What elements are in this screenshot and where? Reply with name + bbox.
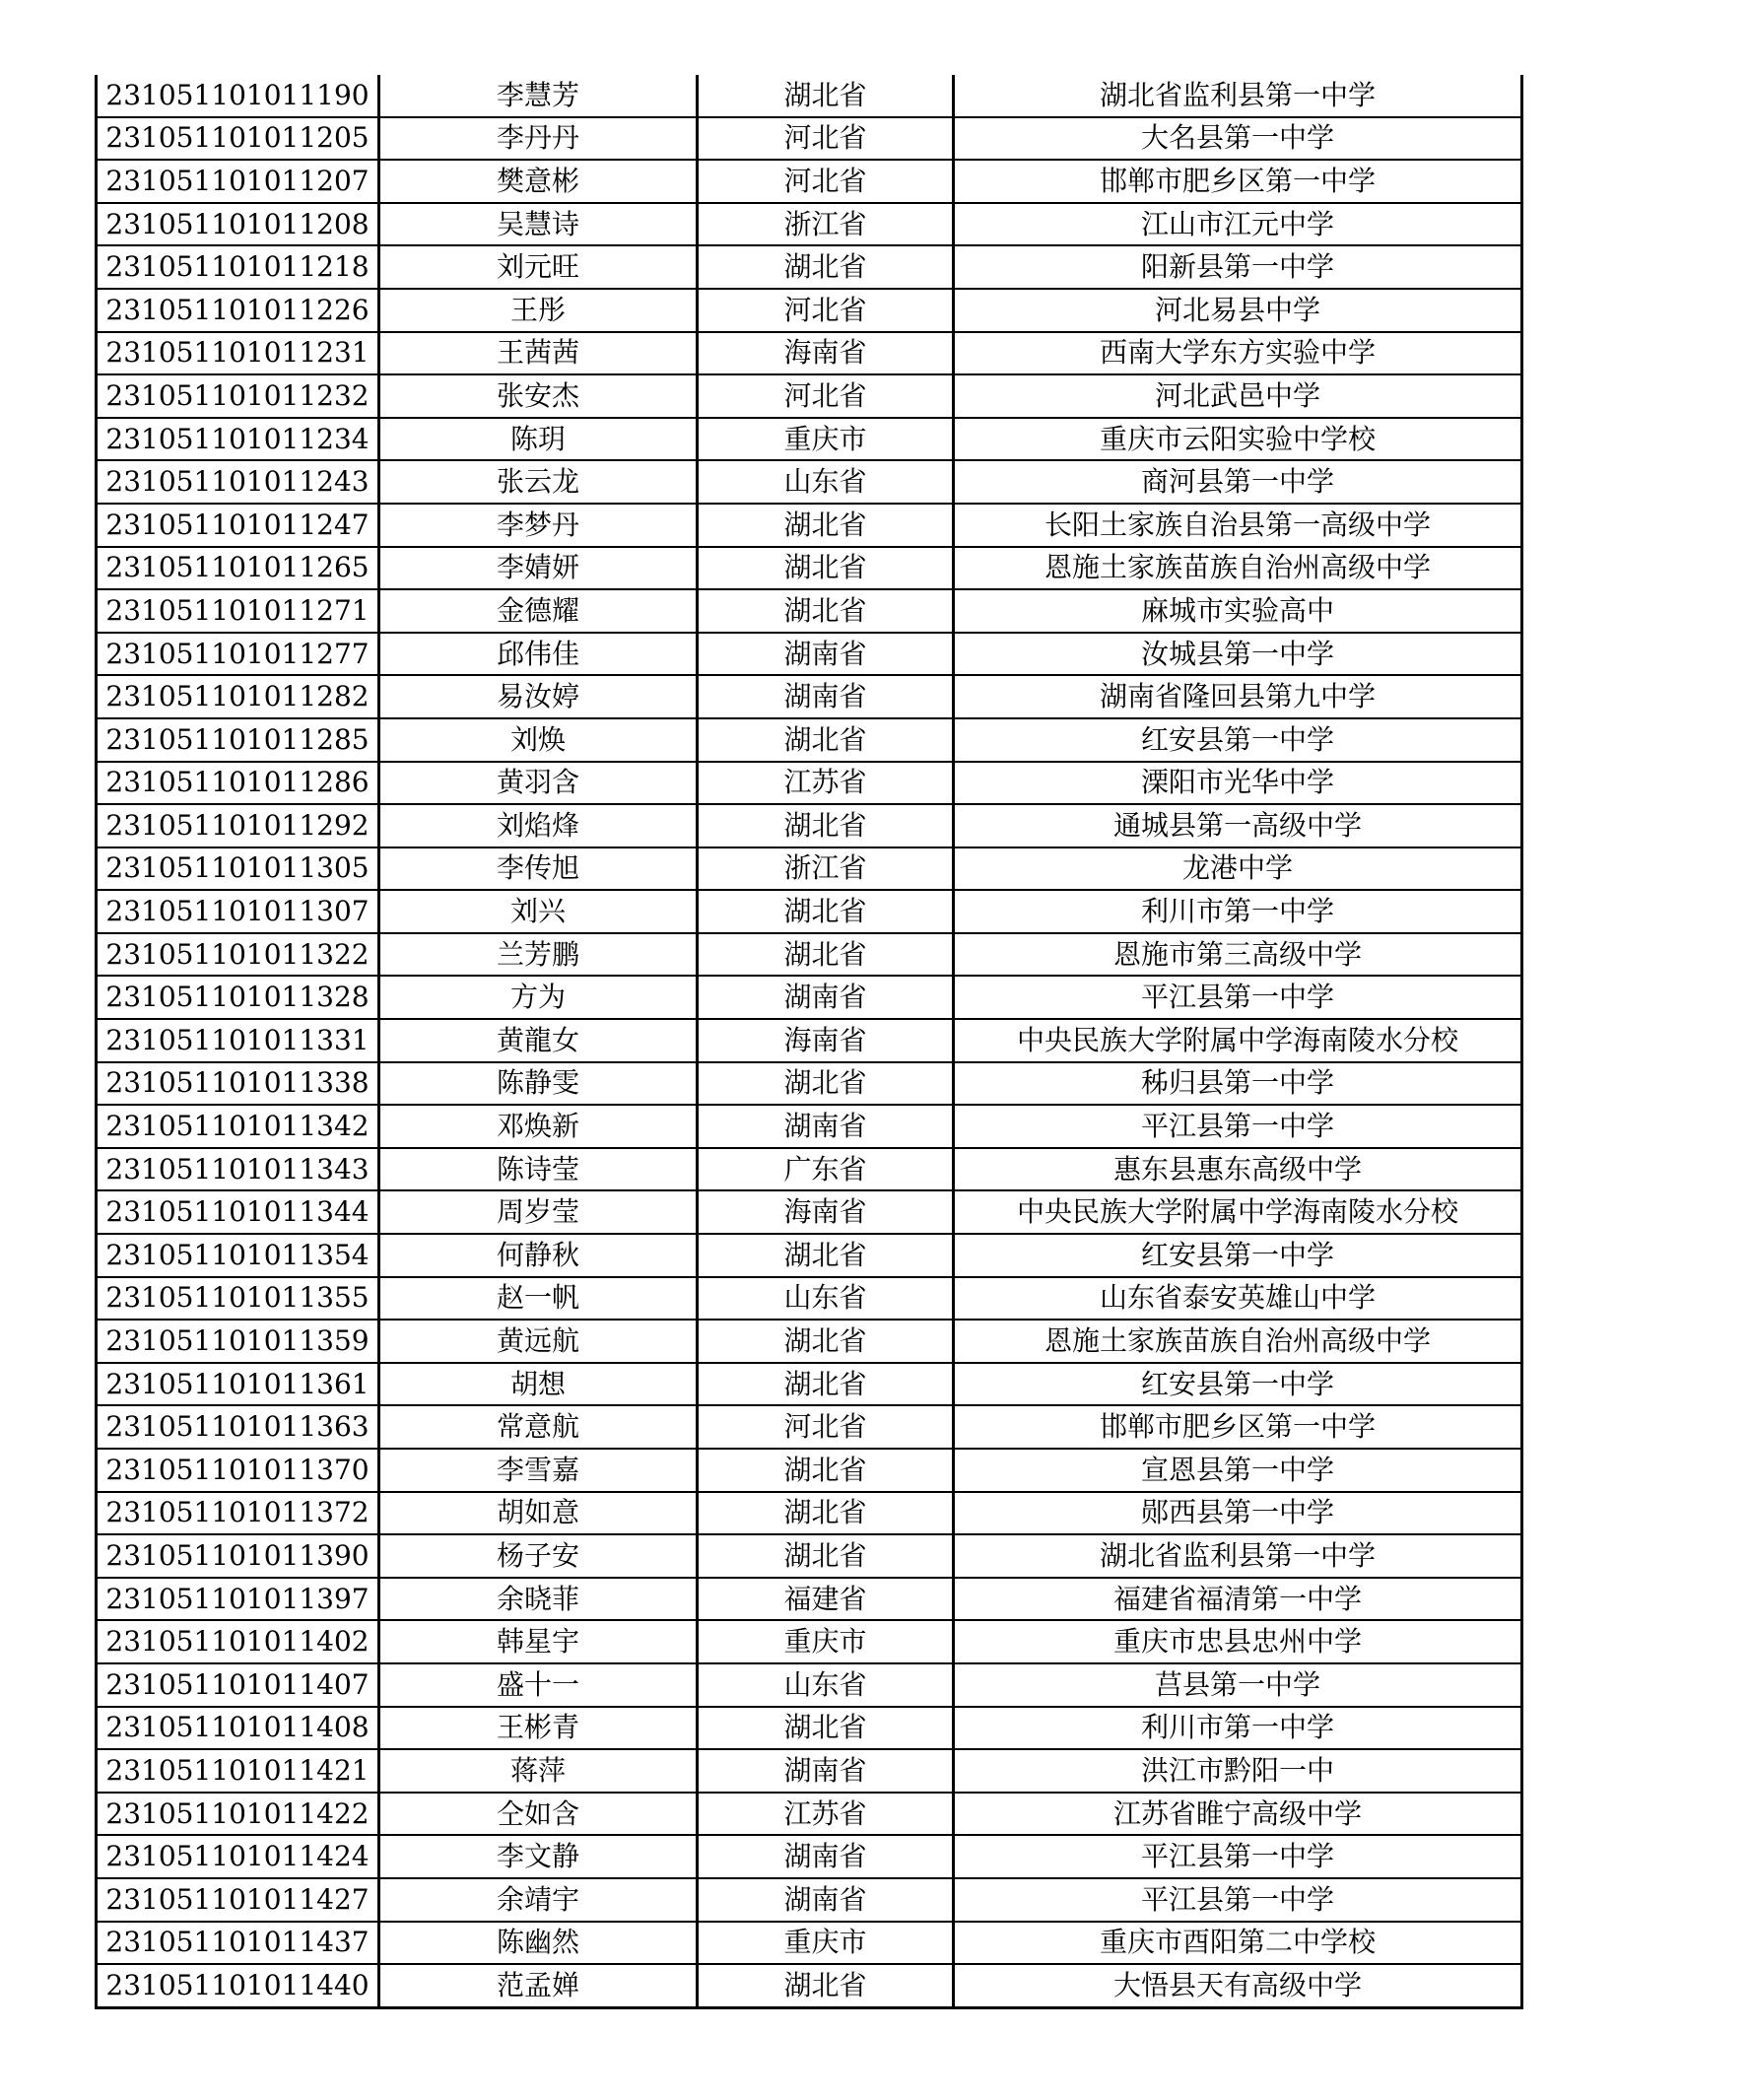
- province-cell: 山东省: [698, 460, 954, 504]
- school-cell: 恩施市第三高级中学: [954, 933, 1522, 977]
- id-cell: 231051101011343: [97, 1148, 379, 1191]
- table-row: [97, 890, 1522, 933]
- table-row: [97, 1620, 1522, 1663]
- name-cell: 蒋萍: [379, 1749, 698, 1793]
- table-row: [97, 1663, 1522, 1707]
- id-cell: 231051101011424: [97, 1835, 379, 1878]
- table-row: [97, 718, 1522, 762]
- school-cell: 重庆市酉阳第二中学校: [954, 1922, 1522, 1965]
- school-cell: 西南大学东方实验中学: [954, 332, 1522, 375]
- province-cell: 山东省: [698, 1663, 954, 1707]
- school-cell: 汝城县第一中学: [954, 633, 1522, 676]
- province-cell: 海南省: [698, 332, 954, 375]
- school-cell: 重庆市忠县忠州中学: [954, 1620, 1522, 1663]
- table-row: [97, 1707, 1522, 1750]
- id-cell: 231051101011282: [97, 675, 379, 718]
- school-cell: 阳新县第一中学: [954, 245, 1522, 289]
- name-cell: 李婧妍: [379, 547, 698, 590]
- id-cell: 231051101011372: [97, 1492, 379, 1535]
- province-cell: 湖北省: [698, 75, 954, 117]
- id-cell: 231051101011307: [97, 890, 379, 933]
- province-cell: 湖北省: [698, 1964, 954, 2007]
- school-cell: 红安县第一中学: [954, 1234, 1522, 1277]
- school-cell: 莒县第一中学: [954, 1663, 1522, 1707]
- school-cell: 恩施土家族苗族自治州高级中学: [954, 1320, 1522, 1363]
- name-cell: 周岁莹: [379, 1190, 698, 1234]
- id-cell: 231051101011427: [97, 1878, 379, 1922]
- name-cell: 刘焰烽: [379, 804, 698, 847]
- name-cell: 余晓菲: [379, 1578, 698, 1621]
- province-cell: 湖南省: [698, 1105, 954, 1148]
- name-cell: 余靖宇: [379, 1878, 698, 1922]
- province-cell: 湖南省: [698, 1835, 954, 1878]
- name-cell: 韩星宇: [379, 1620, 698, 1663]
- province-cell: 湖南省: [698, 1749, 954, 1793]
- school-cell: 利川市第一中学: [954, 1707, 1522, 1750]
- table-row: [97, 203, 1522, 246]
- province-cell: 湖北省: [698, 1449, 954, 1492]
- name-cell: 黄羽含: [379, 762, 698, 805]
- province-cell: 湖北省: [698, 1492, 954, 1535]
- id-cell: 231051101011286: [97, 762, 379, 805]
- name-cell: 黄龍女: [379, 1019, 698, 1062]
- name-cell: 常意航: [379, 1405, 698, 1449]
- province-cell: 海南省: [698, 1019, 954, 1062]
- province-cell: 海南省: [698, 1190, 954, 1234]
- school-cell: 平江县第一中学: [954, 976, 1522, 1019]
- table-row: [97, 547, 1522, 590]
- table-row: [97, 374, 1522, 418]
- school-cell: 邯郸市肥乡区第一中学: [954, 1405, 1522, 1449]
- name-cell: 李文静: [379, 1835, 698, 1878]
- table-row: [97, 460, 1522, 504]
- id-cell: 231051101011370: [97, 1449, 379, 1492]
- table-row: [97, 1405, 1522, 1449]
- table-row: [97, 847, 1522, 891]
- table-row: [97, 1449, 1522, 1492]
- province-cell: 湖北省: [698, 718, 954, 762]
- name-cell: 张安杰: [379, 374, 698, 418]
- school-cell: 利川市第一中学: [954, 890, 1522, 933]
- id-cell: 231051101011234: [97, 418, 379, 461]
- province-cell: 湖北省: [698, 933, 954, 977]
- table-row: [97, 1578, 1522, 1621]
- school-cell: 江山市江元中学: [954, 203, 1522, 246]
- table-row: [97, 1492, 1522, 1535]
- table-row: [97, 418, 1522, 461]
- table-row: [97, 1320, 1522, 1363]
- school-cell: 平江县第一中学: [954, 1835, 1522, 1878]
- province-cell: 浙江省: [698, 203, 954, 246]
- table-row: [97, 1534, 1522, 1578]
- school-cell: 湖北省监利县第一中学: [954, 75, 1522, 117]
- province-cell: 湖北省: [698, 1234, 954, 1277]
- name-cell: 胡如意: [379, 1492, 698, 1535]
- school-cell: 红安县第一中学: [954, 718, 1522, 762]
- table-row: [97, 675, 1522, 718]
- table-row: [97, 1148, 1522, 1191]
- table-row: [97, 1234, 1522, 1277]
- id-cell: 231051101011247: [97, 504, 379, 547]
- school-cell: 重庆市云阳实验中学校: [954, 418, 1522, 461]
- id-cell: 231051101011226: [97, 289, 379, 332]
- name-cell: 兰芳鹏: [379, 933, 698, 977]
- table-row: [97, 160, 1522, 203]
- name-cell: 李梦丹: [379, 504, 698, 547]
- id-cell: 231051101011422: [97, 1793, 379, 1836]
- school-cell: 惠东县惠东高级中学: [954, 1148, 1522, 1191]
- school-cell: 大悟县天有高级中学: [954, 1964, 1522, 2007]
- id-cell: 231051101011265: [97, 547, 379, 590]
- province-cell: 河北省: [698, 1405, 954, 1449]
- table-row: [97, 504, 1522, 547]
- id-cell: 231051101011208: [97, 203, 379, 246]
- name-cell: 杨子安: [379, 1534, 698, 1578]
- id-cell: 231051101011344: [97, 1190, 379, 1234]
- school-cell: 龙港中学: [954, 847, 1522, 891]
- school-cell: 平江县第一中学: [954, 1878, 1522, 1922]
- table-row: [97, 1105, 1522, 1148]
- province-cell: 湖北省: [698, 890, 954, 933]
- province-cell: 湖北省: [698, 1320, 954, 1363]
- province-cell: 江苏省: [698, 762, 954, 805]
- table-row: [97, 289, 1522, 332]
- name-cell: 黄远航: [379, 1320, 698, 1363]
- name-cell: 何静秋: [379, 1234, 698, 1277]
- id-cell: 231051101011390: [97, 1534, 379, 1578]
- id-cell: 231051101011363: [97, 1405, 379, 1449]
- name-cell: 盛十一: [379, 1663, 698, 1707]
- name-cell: 刘焕: [379, 718, 698, 762]
- id-cell: 231051101011437: [97, 1922, 379, 1965]
- school-cell: 江苏省睢宁高级中学: [954, 1793, 1522, 1836]
- name-cell: 范孟婵: [379, 1964, 698, 2007]
- id-cell: 231051101011305: [97, 847, 379, 891]
- id-cell: 231051101011355: [97, 1277, 379, 1321]
- name-cell: 陈诗莹: [379, 1148, 698, 1191]
- table-row: [97, 245, 1522, 289]
- province-cell: 浙江省: [698, 847, 954, 891]
- province-cell: 湖北省: [698, 245, 954, 289]
- province-cell: 重庆市: [698, 1922, 954, 1965]
- school-cell: 邯郸市肥乡区第一中学: [954, 160, 1522, 203]
- school-cell: 洪江市黔阳一中: [954, 1749, 1522, 1793]
- id-cell: 231051101011440: [97, 1964, 379, 2007]
- province-cell: 重庆市: [698, 418, 954, 461]
- school-cell: 中央民族大学附属中学海南陵水分校: [954, 1019, 1522, 1062]
- table-row: [97, 1922, 1522, 1965]
- province-cell: 湖北省: [698, 1363, 954, 1406]
- id-cell: 231051101011408: [97, 1707, 379, 1750]
- name-cell: 陈玥: [379, 418, 698, 461]
- school-cell: 中央民族大学附属中学海南陵水分校: [954, 1190, 1522, 1234]
- name-cell: 金德耀: [379, 589, 698, 633]
- province-cell: 河北省: [698, 160, 954, 203]
- table-row: [97, 804, 1522, 847]
- id-cell: 231051101011277: [97, 633, 379, 676]
- admission-list-table: [95, 75, 1523, 2009]
- id-cell: 231051101011205: [97, 117, 379, 161]
- id-cell: 231051101011421: [97, 1749, 379, 1793]
- province-cell: 河北省: [698, 117, 954, 161]
- name-cell: 李雪嘉: [379, 1449, 698, 1492]
- school-cell: 秭归县第一中学: [954, 1062, 1522, 1106]
- name-cell: 邓焕新: [379, 1105, 698, 1148]
- name-cell: 王彤: [379, 289, 698, 332]
- name-cell: 易汝婷: [379, 675, 698, 718]
- name-cell: 陈静雯: [379, 1062, 698, 1106]
- province-cell: 山东省: [698, 1277, 954, 1321]
- id-cell: 231051101011361: [97, 1363, 379, 1406]
- table-row: [97, 633, 1522, 676]
- school-cell: 山东省泰安英雄山中学: [954, 1277, 1522, 1321]
- table-row: [97, 762, 1522, 805]
- province-cell: 湖北省: [698, 589, 954, 633]
- name-cell: 吴慧诗: [379, 203, 698, 246]
- table-row: [97, 1835, 1522, 1878]
- id-cell: 231051101011243: [97, 460, 379, 504]
- table-row: [97, 1019, 1522, 1062]
- province-cell: 湖南省: [698, 633, 954, 676]
- table-row: [97, 75, 1522, 117]
- province-cell: 广东省: [698, 1148, 954, 1191]
- id-cell: 231051101011232: [97, 374, 379, 418]
- name-cell: 刘元旺: [379, 245, 698, 289]
- table-row: [97, 1277, 1522, 1321]
- name-cell: 樊意彬: [379, 160, 698, 203]
- id-cell: 231051101011338: [97, 1062, 379, 1106]
- province-cell: 湖北省: [698, 547, 954, 590]
- name-cell: 赵一帆: [379, 1277, 698, 1321]
- table-row: [97, 1964, 1522, 2007]
- province-cell: 湖南省: [698, 1878, 954, 1922]
- school-cell: 福建省福清第一中学: [954, 1578, 1522, 1621]
- school-cell: 郧西县第一中学: [954, 1492, 1522, 1535]
- id-cell: 231051101011207: [97, 160, 379, 203]
- school-cell: 长阳土家族自治县第一高级中学: [954, 504, 1522, 547]
- table-row: [97, 589, 1522, 633]
- id-cell: 231051101011218: [97, 245, 379, 289]
- id-cell: 231051101011354: [97, 1234, 379, 1277]
- id-cell: 231051101011328: [97, 976, 379, 1019]
- table-row: [97, 1793, 1522, 1836]
- id-cell: 231051101011285: [97, 718, 379, 762]
- id-cell: 231051101011292: [97, 804, 379, 847]
- name-cell: 邱伟佳: [379, 633, 698, 676]
- province-cell: 湖北省: [698, 804, 954, 847]
- name-cell: 陈幽然: [379, 1922, 698, 1965]
- school-cell: 商河县第一中学: [954, 460, 1522, 504]
- province-cell: 湖北省: [698, 1062, 954, 1106]
- table-row: [97, 332, 1522, 375]
- province-cell: 湖北省: [698, 1534, 954, 1578]
- name-cell: 王彬青: [379, 1707, 698, 1750]
- school-cell: 河北武邑中学: [954, 374, 1522, 418]
- id-cell: 231051101011190: [97, 75, 379, 117]
- name-cell: 李传旭: [379, 847, 698, 891]
- school-cell: 通城县第一高级中学: [954, 804, 1522, 847]
- id-cell: 231051101011231: [97, 332, 379, 375]
- province-cell: 湖南省: [698, 675, 954, 718]
- name-cell: 张云龙: [379, 460, 698, 504]
- id-cell: 231051101011407: [97, 1663, 379, 1707]
- table-row: [97, 117, 1522, 161]
- province-cell: 河北省: [698, 374, 954, 418]
- table-row: [97, 1190, 1522, 1234]
- id-cell: 231051101011322: [97, 933, 379, 977]
- school-cell: 宣恩县第一中学: [954, 1449, 1522, 1492]
- school-cell: 平江县第一中学: [954, 1105, 1522, 1148]
- school-cell: 湖南省隆回县第九中学: [954, 675, 1522, 718]
- table-body: [97, 75, 1522, 2007]
- province-cell: 湖北省: [698, 504, 954, 547]
- province-cell: 湖北省: [698, 1707, 954, 1750]
- school-cell: 湖北省监利县第一中学: [954, 1534, 1522, 1578]
- province-cell: 福建省: [698, 1578, 954, 1621]
- table-row: [97, 976, 1522, 1019]
- name-cell: 方为: [379, 976, 698, 1019]
- school-cell: 恩施土家族苗族自治州高级中学: [954, 547, 1522, 590]
- id-cell: 231051101011359: [97, 1320, 379, 1363]
- id-cell: 231051101011397: [97, 1578, 379, 1621]
- id-cell: 231051101011331: [97, 1019, 379, 1062]
- province-cell: 江苏省: [698, 1793, 954, 1836]
- school-cell: 河北易县中学: [954, 289, 1522, 332]
- id-cell: 231051101011402: [97, 1620, 379, 1663]
- table-row: [97, 1749, 1522, 1793]
- name-cell: 仝如含: [379, 1793, 698, 1836]
- name-cell: 李慧芳: [379, 75, 698, 117]
- province-cell: 河北省: [698, 289, 954, 332]
- id-cell: 231051101011271: [97, 589, 379, 633]
- table-row: [97, 1878, 1522, 1922]
- school-cell: 麻城市实验高中: [954, 589, 1522, 633]
- name-cell: 刘兴: [379, 890, 698, 933]
- name-cell: 胡想: [379, 1363, 698, 1406]
- school-cell: 大名县第一中学: [954, 117, 1522, 161]
- table-row: [97, 933, 1522, 977]
- province-cell: 重庆市: [698, 1620, 954, 1663]
- table-row: [97, 1062, 1522, 1106]
- school-cell: 红安县第一中学: [954, 1363, 1522, 1406]
- name-cell: 王茜茜: [379, 332, 698, 375]
- province-cell: 湖南省: [698, 976, 954, 1019]
- school-cell: 溧阳市光华中学: [954, 762, 1522, 805]
- table-row: [97, 1363, 1522, 1406]
- id-cell: 231051101011342: [97, 1105, 379, 1148]
- name-cell: 李丹丹: [379, 117, 698, 161]
